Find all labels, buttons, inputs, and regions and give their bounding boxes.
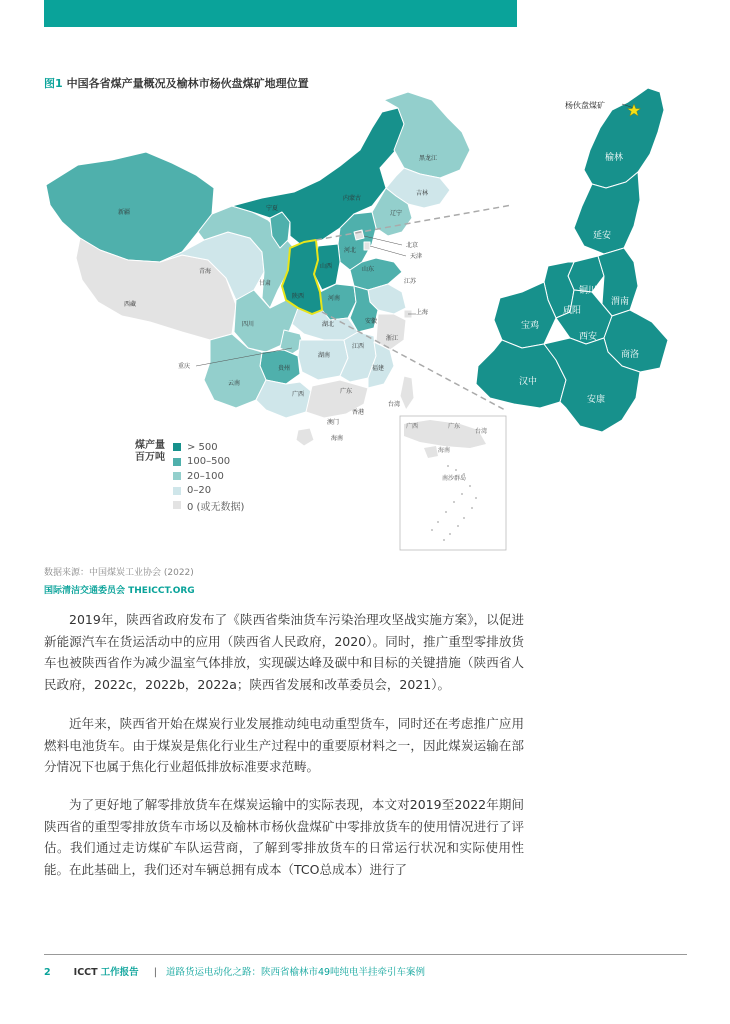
label-xinjiang: 新疆 <box>117 209 131 216</box>
label-hanzhong: 汉中 <box>518 377 538 387</box>
label-anhui: 安徽 <box>364 318 378 325</box>
legend-label: 20–100 <box>187 470 224 482</box>
label-qinghai: 青海 <box>198 268 212 275</box>
label-sichuan: 四川 <box>241 321 255 328</box>
label-taiwan: 台湾 <box>387 401 401 408</box>
legend-swatch <box>173 458 181 466</box>
footer-divider <box>44 954 687 955</box>
legend-label: 0–20 <box>187 485 212 497</box>
inset-label-hainan: 海南 <box>437 447 451 454</box>
header-accent-bar <box>44 0 517 27</box>
label-neimenggu: 内蒙古 <box>342 195 362 202</box>
legend-item <box>173 455 313 470</box>
body-paragraph-3: 为了更好地了解零排放货车在煤炭运输中的实际表现，本文对2019至2022年期间陕西省的重型零排放货车市场以及榆林市杨伙盘煤矿中零排放货车的使用情况进行了评估。我们通过走访煤矿车队运营商，了解到零排放货车的日常运行状况和实际使用性能。在此基础上，我们还对车辆总拥有成本（TCO总成本）进行了 <box>44 797 524 877</box>
label-jilin: 吉林 <box>415 190 429 197</box>
label-shangluo: 商洛 <box>620 350 640 360</box>
label-tianjin: 天津 <box>410 253 423 260</box>
organization-credit: 国际清洁交通委员会 THEICCT.ORG <box>44 586 195 596</box>
label-guizhou: 贵州 <box>277 365 291 372</box>
legend-label: 100–500 <box>187 456 231 468</box>
label-jiangsu: 江苏 <box>403 278 417 285</box>
legend-item <box>173 498 313 513</box>
label-hainan: 海南 <box>330 435 344 442</box>
label-tongchuan: 铜川 <box>578 286 598 296</box>
inset-label-nansha: 南沙群岛 <box>441 475 467 482</box>
body-paragraph-2: 近年来，陕西省开始在煤炭行业发展推动纯电动重型货车，同时还在考虑推广应用燃料电池货车。由于煤炭是焦化行业生产过程中的重要原材料之一，因此煤炭运输在部分情况下也属于焦化行业超低排放标准要求范畴。 <box>44 716 524 774</box>
label-weinan: 渭南 <box>610 297 630 307</box>
label-shandong: 山东 <box>361 266 375 273</box>
label-liaoning: 辽宁 <box>389 210 403 217</box>
label-guangdong: 广东 <box>339 388 353 395</box>
legend-item <box>173 484 313 499</box>
label-xianggang: 香港 <box>351 409 365 416</box>
china-map <box>46 92 470 446</box>
province-zhejiang <box>376 314 406 350</box>
label-yulin: 榆林 <box>604 153 624 163</box>
legend-title: 煤产量 百万吨 <box>135 440 165 463</box>
label-shanghai: 上海 <box>415 309 429 316</box>
city-baoji <box>494 282 556 348</box>
label-aomen: 澳门 <box>326 419 340 426</box>
label-jiangxi: 江西 <box>351 343 365 350</box>
label-beijing: 北京 <box>406 242 419 249</box>
footer-brand: ICCT <box>73 967 98 978</box>
label-hubei: 湖北 <box>321 321 335 328</box>
legend-label: > 500 <box>187 441 218 453</box>
data-source-note: 数据来源：中国煤炭工业协会 (2022) <box>44 568 194 578</box>
label-ningxia: 宁夏 <box>265 205 279 212</box>
province-beijing <box>354 230 364 240</box>
label-henan: 河南 <box>327 295 341 302</box>
label-yunnan: 云南 <box>227 380 241 387</box>
inset-label-guangxi: 广西 <box>405 423 419 430</box>
page-footer <box>44 964 425 978</box>
legend-item <box>173 469 313 484</box>
label-guangxi: 广西 <box>291 391 305 398</box>
legend-items <box>173 440 313 513</box>
label-hunan: 湖南 <box>317 352 331 359</box>
legend-swatch <box>173 501 181 509</box>
label-gansu: 甘肃 <box>258 280 272 287</box>
south-china-sea-inset <box>400 416 506 550</box>
label-shanxi: 山西 <box>319 263 333 270</box>
figure-maps <box>0 80 730 560</box>
inset-label-guangdong: 广东 <box>447 423 461 430</box>
province-guangxi <box>256 380 312 418</box>
label-heilongjiang: 黑龙江 <box>418 155 438 162</box>
footer-report-title: 道路货运电动化之路：陕西省榆林市49吨纯电半挂牵引车案例 <box>165 967 426 978</box>
province-tianjin <box>364 242 370 250</box>
label-xizang: 西藏 <box>123 301 137 308</box>
label-ankang: 安康 <box>586 395 606 405</box>
inset-label-taiwan: 台湾 <box>474 428 488 435</box>
figure-number: 图1 <box>44 77 63 90</box>
legend-item <box>173 440 313 455</box>
legend-swatch <box>173 487 181 495</box>
body-paragraph-1: 2019年，陕西省政府发布了《陕西省柴油货车污染治理攻坚战实施方案》，以促进新能源汽车在货运活动中的应用（陕西省人民政府，2020）。同时，推广重型零排放货车也被陕西省作为减少温室气体排放，实现碳达峰及碳中和目标的关键措施（陕西省人民政府，2022c，2022b，2022a；陕西省发展和改革委员会，2021）。 <box>44 612 524 692</box>
label-fujian: 福建 <box>371 365 385 372</box>
legend-swatch <box>173 472 181 480</box>
page-number: 2 <box>44 967 51 978</box>
label-xian: 西安 <box>578 332 598 342</box>
footer-series: 工作报告 <box>100 967 139 978</box>
label-hebei: 河北 <box>343 247 357 254</box>
footer-separator: | <box>153 967 157 978</box>
label-yanghuopan-mine: 杨伙盘煤矿 <box>565 101 605 110</box>
legend-label: 0 (或无数据) <box>187 501 245 513</box>
label-zhejiang: 浙江 <box>385 335 399 342</box>
label-baoji: 宝鸡 <box>520 321 540 331</box>
province-xinjiang <box>46 152 214 262</box>
legend-swatch <box>173 443 181 451</box>
province-taiwan <box>400 376 414 410</box>
shaanxi-map <box>476 88 668 432</box>
label-xianyang: 咸阳 <box>562 306 582 316</box>
figure-title-text: 中国各省煤产量概况及榆林市杨伙盘煤矿地理位置 <box>66 77 309 90</box>
label-shaanxi: 陕西 <box>291 293 305 300</box>
label-yanan: 延安 <box>592 231 612 241</box>
label-chongqing: 重庆 <box>177 363 191 370</box>
